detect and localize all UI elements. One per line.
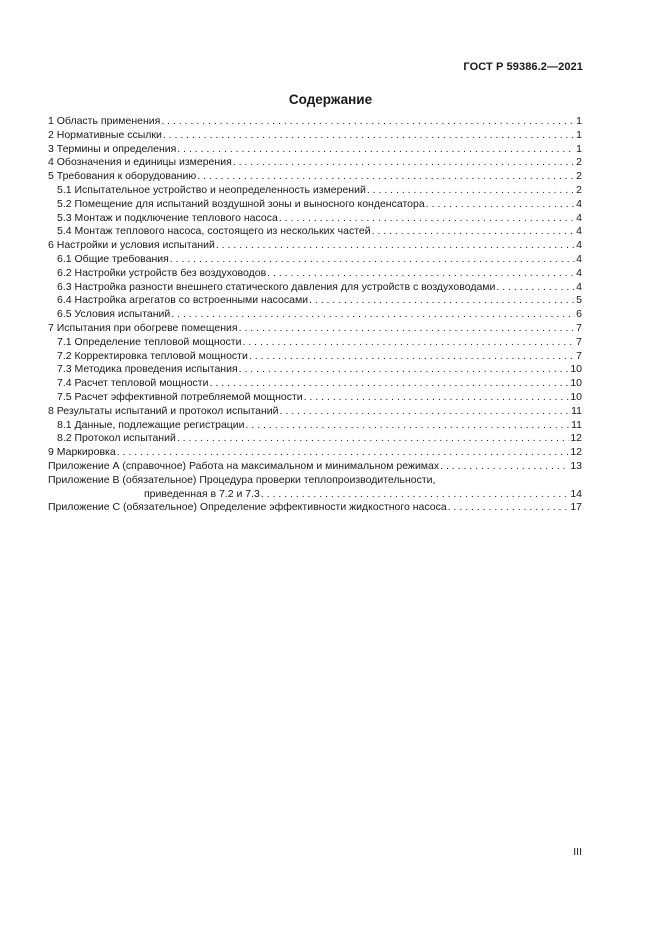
toc-entry-page: 4: [576, 280, 582, 293]
toc-entry[interactable]: [48, 460, 582, 474]
toc-entry-page: 2: [576, 183, 582, 196]
toc-entry[interactable]: [48, 253, 582, 267]
toc-dot-leader: [261, 488, 569, 502]
toc-entry[interactable]: [48, 391, 582, 405]
toc-entry-label: 6.1 Общие требования: [57, 252, 169, 265]
toc-entry-label: 5.3 Монтаж и подключение теплового насоса: [57, 211, 278, 224]
toc-entry[interactable]: [48, 198, 582, 212]
toc-entry-page: 14: [570, 487, 582, 500]
toc-entry[interactable]: [48, 432, 582, 446]
toc-entry-label: 7 Испытания при обогреве помещения: [48, 321, 238, 334]
toc-entry-label: 2 Нормативные ссылки: [48, 128, 162, 141]
toc-dot-leader: [367, 184, 575, 198]
toc-entry-label: приведенная в 7.2 и 7.3: [144, 487, 260, 500]
toc-entry-appendix-b-line2[interactable]: [48, 488, 582, 502]
toc-entry-page: 4: [576, 266, 582, 279]
toc-entry-label: 5.2 Помещение для испытаний воздушной зоны и выносного конденсатора: [57, 197, 425, 210]
toc-dot-leader: [242, 336, 575, 350]
toc-entry[interactable]: [48, 170, 582, 184]
toc-entry-label: 4 Обозначения и единицы измерения: [48, 156, 232, 169]
toc-entry-page: 7: [576, 335, 582, 348]
toc-entry-page: 4: [576, 211, 582, 224]
toc-entry-page: 4: [576, 197, 582, 210]
document-header-id: ГОСТ Р 59386.2—2021: [463, 61, 583, 73]
toc-dot-leader: [426, 198, 575, 212]
toc-entry[interactable]: [48, 239, 582, 253]
toc-entry-page: 2: [576, 170, 582, 183]
toc-entry-page: 17: [570, 501, 582, 514]
toc-entry-label: 8.1 Данные, подлежащие регистрации: [57, 418, 245, 431]
toc-entry-label: 7.3 Методика проведения испытания: [57, 363, 238, 376]
toc-entry-appendix-c[interactable]: [48, 501, 582, 515]
toc-entry-page: 12: [570, 432, 582, 445]
toc-entry-label: Приложение А (справочное) Работа на максимальном и минимальном режимах: [48, 459, 440, 472]
toc-entry-page: 11: [571, 418, 582, 431]
toc-dot-leader: [117, 446, 570, 460]
toc-dot-leader: [239, 322, 576, 336]
toc-entry-page: 7: [576, 349, 582, 362]
toc-dot-leader: [372, 225, 576, 239]
toc-entry[interactable]: [48, 377, 582, 391]
toc-entry-page: 1: [576, 128, 582, 141]
toc-entry[interactable]: [48, 267, 582, 281]
toc-entry-label: 6.4 Настройка агрегатов со встроенными насосами: [57, 294, 309, 307]
toc-entry[interactable]: [48, 419, 582, 433]
toc-dot-leader: [279, 212, 575, 226]
toc-dot-leader: [177, 432, 570, 446]
toc-dot-leader: [209, 377, 569, 391]
toc-entry-label: 7.1 Определение тепловой мощности: [57, 335, 242, 348]
toc-entry-page: 7: [576, 321, 582, 334]
toc-dot-leader: [267, 267, 575, 281]
toc-entry[interactable]: [48, 184, 582, 198]
toc-dot-leader: [233, 156, 575, 170]
toc-entry[interactable]: [48, 225, 582, 239]
toc-entry-label: 8 Результаты испытаний и протокол испытаний: [48, 404, 279, 417]
toc-dot-leader: [304, 391, 570, 405]
toc-entry-label: 7.2 Корректировка тепловой мощности: [57, 349, 248, 362]
toc-dot-leader: [170, 253, 575, 267]
toc-entry-page: 11: [571, 404, 582, 417]
toc-entry-page: 12: [570, 446, 582, 459]
toc-dot-leader: [448, 501, 570, 515]
toc-entry[interactable]: [48, 322, 582, 336]
toc-entry[interactable]: [48, 363, 582, 377]
toc-entry-label: 6.2 Настройки устройств без воздуховодов: [57, 266, 267, 279]
toc-entry[interactable]: [48, 308, 582, 322]
page-number: III: [573, 846, 582, 858]
toc-entry[interactable]: [48, 156, 582, 170]
toc-entry-label: 6.5 Условия испытаний: [57, 308, 171, 321]
toc-dot-leader: [161, 115, 575, 129]
toc-entry-page: 5: [576, 294, 582, 307]
toc-entry[interactable]: [48, 446, 582, 460]
toc-dot-leader: [177, 143, 575, 157]
table-of-contents: [48, 115, 582, 515]
toc-dot-leader: [440, 460, 569, 474]
toc-entry-page: 10: [570, 377, 582, 390]
toc-entry-page: 10: [570, 390, 582, 403]
toc-dot-leader: [309, 294, 575, 308]
toc-entry-label: 1 Область применения: [48, 115, 161, 127]
toc-entry-page: 1: [576, 142, 582, 155]
toc-dot-leader: [171, 308, 575, 322]
toc-title: Содержание: [288, 92, 373, 107]
toc-entry[interactable]: [48, 350, 582, 364]
toc-entry-page: 4: [576, 252, 582, 265]
toc-entry[interactable]: [48, 143, 582, 157]
toc-entry-label: 7.5 Расчет эффективной потребляемой мощности: [57, 390, 303, 403]
toc-dot-leader: [197, 170, 575, 184]
toc-entry-label: Приложение С (обязательное) Определение эффективности жидкостного насоса: [48, 501, 447, 514]
toc-entry-label: 8.2 Протокол испытаний: [57, 432, 176, 445]
toc-entry-label: 7.4 Расчет тепловой мощности: [57, 377, 209, 390]
toc-dot-leader: [280, 405, 571, 419]
toc-entry[interactable]: [48, 281, 582, 295]
toc-dot-leader: [216, 239, 575, 253]
toc-entry[interactable]: [48, 129, 582, 143]
toc-entry[interactable]: [48, 294, 582, 308]
toc-entry-label: 6 Настройки и условия испытаний: [48, 239, 215, 252]
toc-entry-page: 2: [576, 156, 582, 169]
toc-entry-label: 5.4 Монтаж теплового насоса, состоящего из нескольких частей: [57, 225, 371, 238]
toc-dot-leader: [239, 363, 570, 377]
toc-entry-appendix-b-line1[interactable]: Приложение В (обязательное) Процедура проверки теплопроизводительности,: [48, 473, 436, 486]
toc-dot-leader: [246, 419, 571, 433]
toc-entry-label: 9 Маркировка: [48, 446, 116, 459]
toc-entry-page: 13: [570, 459, 582, 472]
toc-entry-label: 6.3 Настройка разности внешнего статического давления для устройств с воздуховодами: [57, 280, 496, 293]
toc-entry[interactable]: [48, 405, 582, 419]
toc-dot-leader: [249, 350, 575, 364]
toc-dot-leader: [496, 281, 575, 295]
toc-entry[interactable]: [48, 115, 582, 129]
toc-entry-page: 4: [576, 239, 582, 252]
toc-entry-page: 10: [570, 363, 582, 376]
toc-entry[interactable]: [48, 336, 582, 350]
toc-entry-page: 1: [576, 115, 582, 127]
toc-dot-leader: [163, 129, 575, 143]
toc-entry-page: 4: [576, 225, 582, 238]
toc-entry-page: 6: [576, 308, 582, 321]
toc-entry-label: 5 Требования к оборудованию: [48, 170, 197, 183]
toc-entry[interactable]: [48, 212, 582, 226]
toc-entry-label: 5.1 Испытательное устройство и неопределенность измерений: [57, 183, 366, 196]
toc-entry-label: 3 Термины и определения: [48, 142, 177, 155]
